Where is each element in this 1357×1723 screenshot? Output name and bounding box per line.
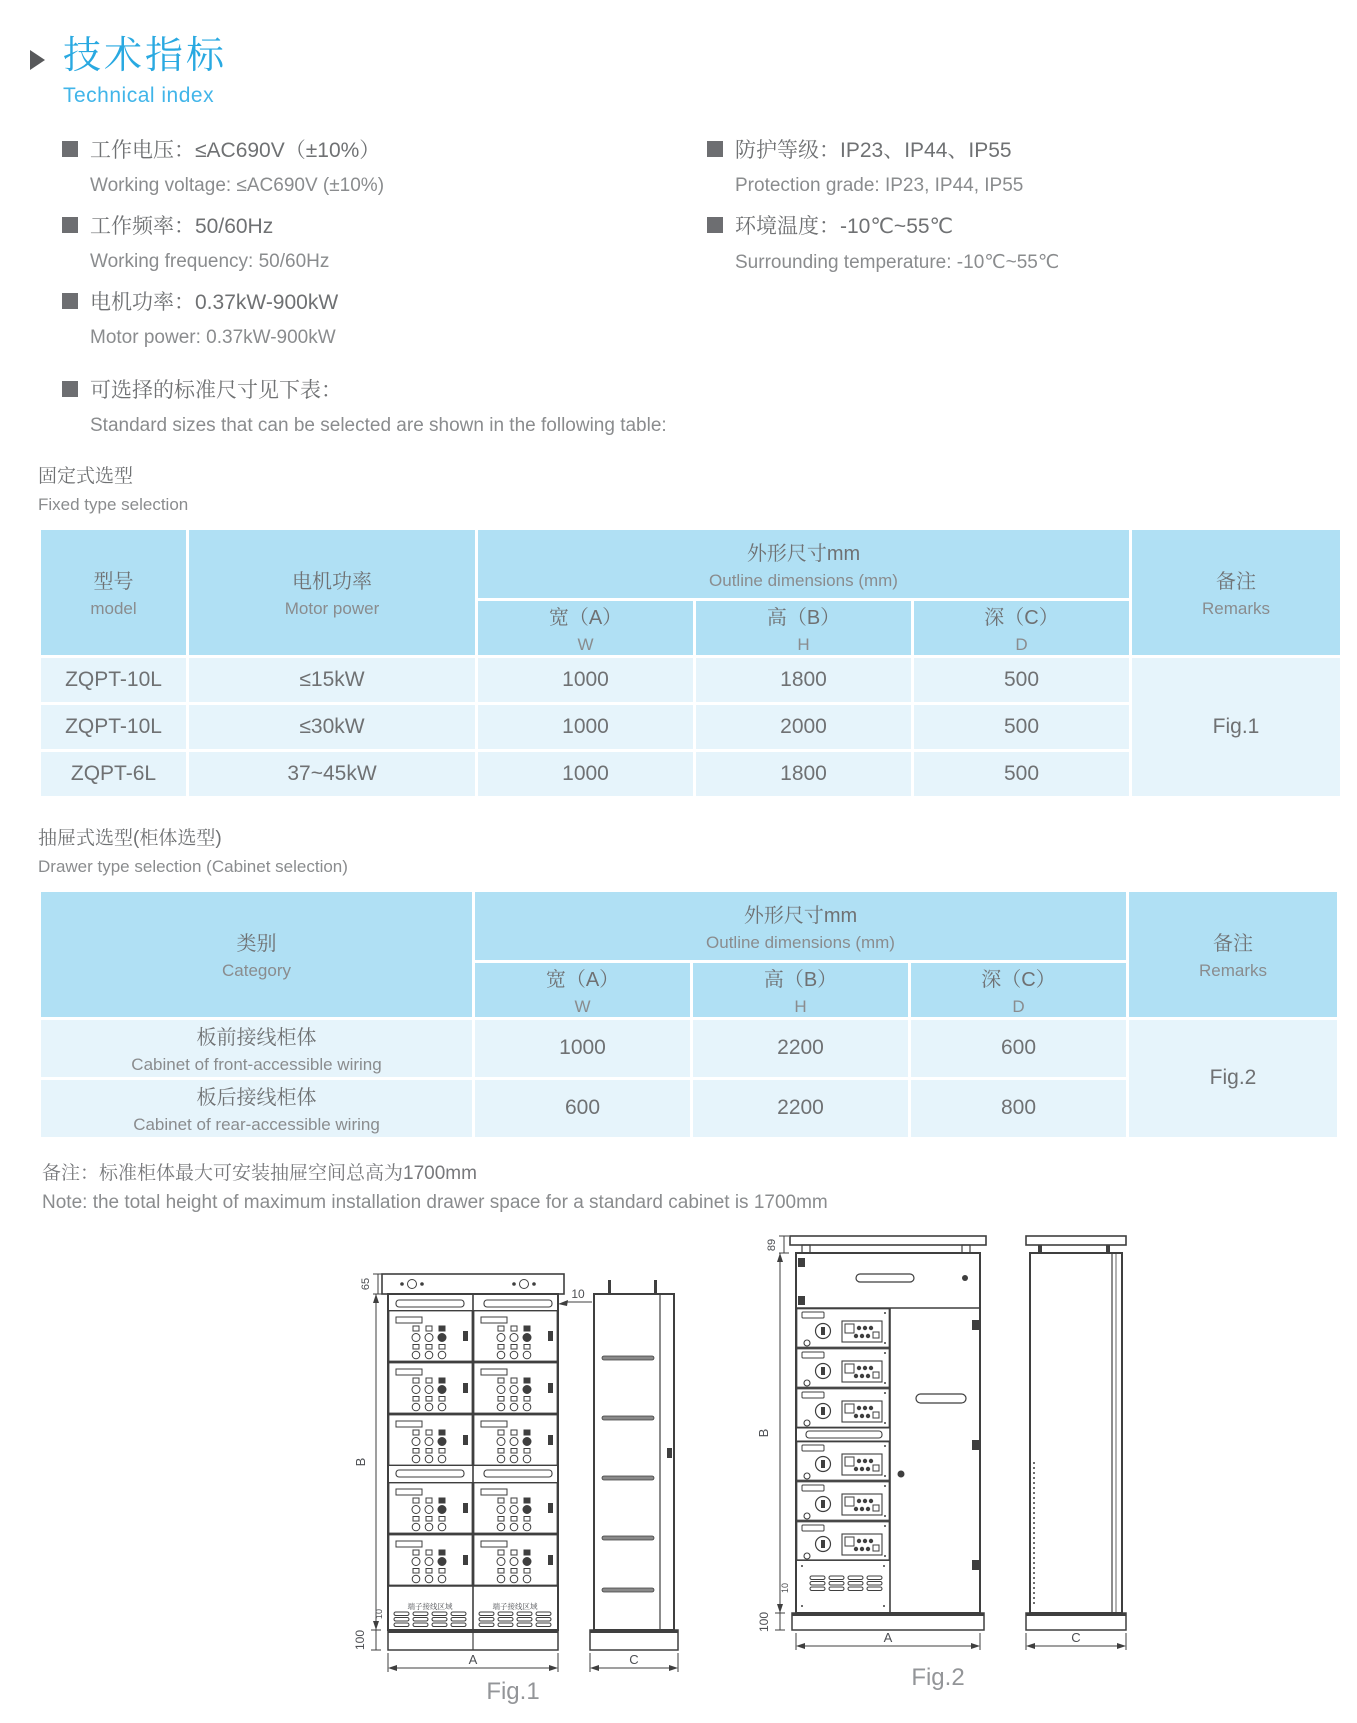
bullet-square-icon	[62, 381, 78, 397]
cell-category: 板后接线柜体 Cabinet of rear-accessible wiring	[41, 1080, 472, 1137]
bullet-square-icon	[62, 293, 78, 309]
drawer-type-table	[38, 889, 1340, 1140]
section-title-zh: 抽屉式选型(柜体选型)	[38, 827, 222, 849]
spec-zh: 环境温度：-10℃~55℃	[735, 214, 954, 238]
dimension-label: B	[353, 1457, 368, 1467]
terminal-area-label: 端子接线区域	[492, 1601, 538, 1611]
cell-width: 1000	[478, 705, 693, 749]
bullet-square-icon	[707, 217, 723, 233]
spec-en: Working voltage: ≤AC690V (±10%)	[90, 174, 385, 196]
dimension-label: C	[629, 1651, 639, 1667]
dimension-label: A	[883, 1629, 893, 1645]
dimension-label: 10	[374, 1608, 384, 1619]
cell-power: ≤30kW	[189, 705, 475, 749]
dimension-label: 89	[766, 1238, 778, 1251]
sizes-note	[62, 374, 1322, 437]
dimension-label: B	[756, 1428, 771, 1438]
cell-depth: 600	[911, 1020, 1126, 1077]
fig2-front-view	[790, 1236, 986, 1630]
dimension-label: A	[468, 1651, 478, 1667]
spec-item	[707, 134, 1322, 197]
col-header-width: 宽（A） W	[478, 601, 693, 655]
col-header-remarks: 备注 Remarks	[1132, 530, 1340, 655]
cell-power: ≤15kW	[189, 658, 475, 702]
cell-category: 板前接线柜体 Cabinet of front-accessible wiring	[41, 1020, 472, 1077]
cell-width: 1000	[475, 1020, 690, 1077]
col-header-motor-power: 电机功率 Motor power	[189, 530, 475, 655]
spec-column-right	[707, 134, 1322, 362]
spec-zh: 电机功率：0.37kW-900kW	[90, 290, 339, 314]
bullet-square-icon	[62, 217, 78, 233]
cell-height: 2200	[693, 1080, 908, 1137]
figure-2	[738, 1212, 1138, 1691]
spec-list	[62, 134, 1322, 362]
fixed-type-table	[38, 527, 1343, 799]
cell-depth: 500	[914, 658, 1129, 702]
col-header-depth: 深（C） D	[911, 963, 1126, 1017]
spec-en: Surrounding temperature: -10℃~55℃	[735, 251, 1060, 273]
fig1-front-view	[382, 1274, 564, 1650]
bullet-square-icon	[62, 141, 78, 157]
cell-depth: 500	[914, 705, 1129, 749]
cell-height: 1800	[696, 658, 911, 702]
cell-remarks: Fig.2	[1129, 1020, 1337, 1137]
terminal-area-label: 端子接线区域	[407, 1601, 453, 1611]
table-row	[41, 1020, 1337, 1077]
cell-width: 1000	[478, 752, 693, 796]
figures-area	[38, 1218, 1322, 1723]
fig1-side-view	[590, 1280, 678, 1672]
page-header	[30, 36, 1322, 108]
spec-en: Standard sizes that can be selected are shown in the following table:	[90, 414, 667, 436]
cell-width: 600	[475, 1080, 690, 1137]
fig2-cabinet-drawing	[738, 1212, 1138, 1682]
section-arrow-icon	[30, 50, 45, 70]
col-header-category: 类别 Category	[41, 892, 472, 1017]
col-header-model: 型号 model	[41, 530, 186, 655]
spec-zh: 可选择的标准尺寸见下表：	[90, 378, 342, 402]
cell-depth: 800	[911, 1080, 1126, 1137]
spec-item	[62, 134, 707, 197]
figure-1	[338, 1240, 688, 1705]
table-row	[41, 658, 1340, 702]
footnote	[42, 1158, 1322, 1214]
fixed-table-section-title	[38, 461, 1322, 515]
figure-caption: Fig.2	[911, 1663, 965, 1691]
cell-model: ZQPT-10L	[41, 705, 186, 749]
spec-en: Motor power: 0.37kW-900kW	[90, 326, 336, 348]
dimension-label: 10	[571, 1286, 585, 1301]
spec-zh: 工作频率：50/60Hz	[90, 214, 274, 238]
cell-power: 37~45kW	[189, 752, 475, 796]
col-header-remarks: 备注 Remarks	[1129, 892, 1337, 1017]
footnote-zh: 备注：标准柜体最大可安装抽屉空间总高为1700mm	[42, 1162, 477, 1184]
cell-depth: 500	[914, 752, 1129, 796]
col-header-width: 宽（A） W	[475, 963, 690, 1017]
cell-remarks: Fig.1	[1132, 658, 1340, 796]
section-title-en: Fixed type selection	[38, 494, 189, 514]
dimension-label: 100	[757, 1611, 771, 1632]
drawer-table-section-title	[38, 823, 1322, 877]
cell-width: 1000	[478, 658, 693, 702]
figure-caption: Fig.1	[486, 1677, 540, 1705]
cell-height: 1800	[696, 752, 911, 796]
bullet-square-icon	[707, 141, 723, 157]
spec-item	[62, 286, 707, 349]
spec-zh: 防护等级：IP23、IP44、IP55	[735, 138, 1012, 162]
page-subtitle: Technical index	[63, 83, 215, 107]
col-header-outline-dimensions: 外形尺寸mm Outline dimensions (mm)	[478, 530, 1129, 598]
cell-model: ZQPT-10L	[41, 658, 186, 702]
col-header-depth: 深（C） D	[914, 601, 1129, 655]
col-header-height: 高（B） H	[696, 601, 911, 655]
col-header-outline-dimensions: 外形尺寸mm Outline dimensions (mm)	[475, 892, 1126, 960]
spec-zh: 工作电压：≤AC690V（±10%）	[90, 138, 381, 162]
cell-height: 2200	[693, 1020, 908, 1077]
spec-item	[62, 210, 707, 273]
section-title-zh: 固定式选型	[38, 465, 134, 487]
footnote-en: Note: the total height of maximum installation drawer space for a standard cabinet is 1700mm	[42, 1191, 828, 1213]
spec-item	[707, 210, 1322, 274]
page-title: 技术指标	[63, 35, 228, 77]
section-title-en: Drawer type selection (Cabinet selection)	[38, 856, 348, 876]
dimension-label: 100	[353, 1629, 367, 1650]
fig1-cabinet-drawing	[338, 1240, 688, 1695]
col-header-height: 高（B） H	[693, 963, 908, 1017]
dimension-label: C	[1071, 1629, 1081, 1645]
dimension-label: 65	[360, 1277, 372, 1290]
cell-model: ZQPT-6L	[41, 752, 186, 796]
fig2-side-view	[1026, 1236, 1126, 1650]
cell-height: 2000	[696, 705, 911, 749]
dimension-label: 10	[780, 1582, 790, 1593]
spec-en: Working frequency: 50/60Hz	[90, 250, 330, 272]
spec-column-left	[62, 134, 707, 362]
spec-en: Protection grade: IP23, IP44, IP55	[735, 174, 1024, 196]
